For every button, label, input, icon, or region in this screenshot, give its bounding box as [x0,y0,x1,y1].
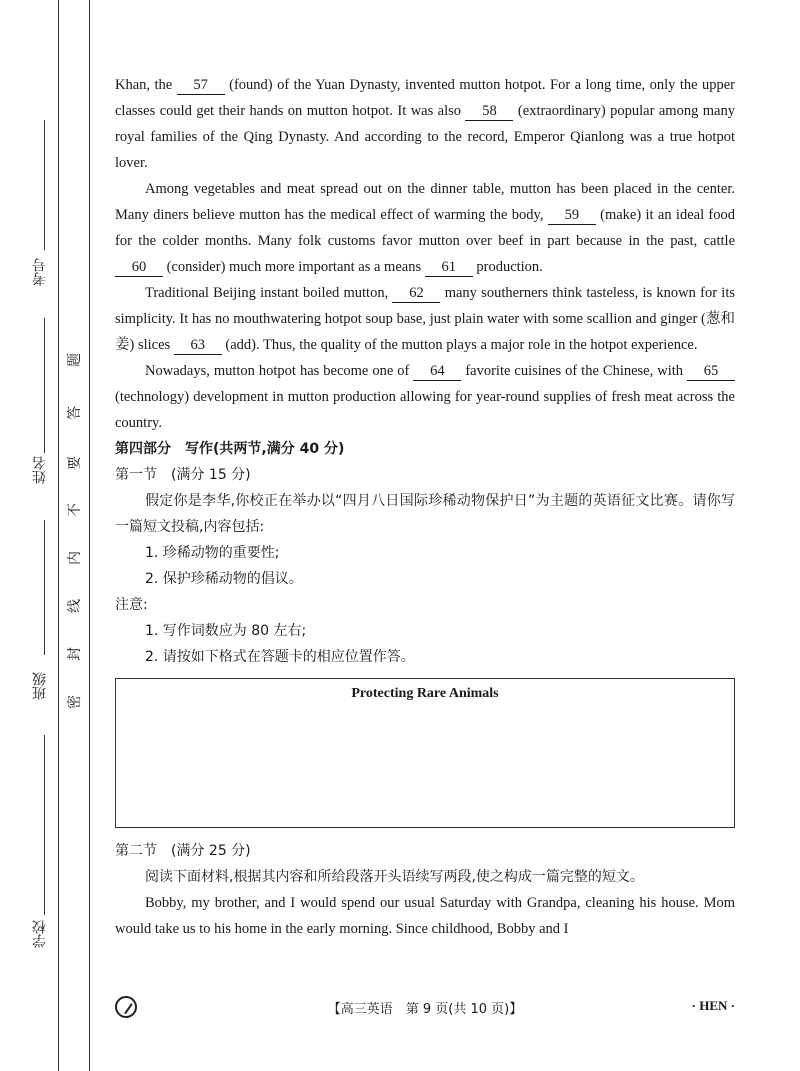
text-run: (technology) development in mutton production allowing for year-round supplies of fresh meat across the country. [115,389,735,431]
binding-line-inner [89,0,90,1071]
passage-paragraph-1 [115,72,735,176]
passage-paragraph-4 [115,358,735,436]
text-run: favorite cuisines of the Chinese, with [461,363,687,379]
seal-char-8: 密 [67,695,83,709]
writing-format-box [115,678,735,828]
blank-57: 57 [177,76,225,95]
text-run: Khan, the [115,77,177,93]
page-footer [115,996,735,1020]
section-1-heading: 第一节 (满分 15 分) [115,467,251,483]
text-run: Among vegetables and meat spread out on the dinner table, mutton has been placed in the center. Many diners believe mutton has the medical effect of warming the body, [115,181,735,223]
section-1-prompt: 假定你是李华,你校正在举办以“四月八日国际珍稀动物保护日”为主题的英语征文比赛。请你写一篇短文投稿,内容包括: [115,493,735,535]
seal-char-4: 不 [67,503,83,517]
field-label-kaohao: 考号 [32,258,48,286]
text-run: (found) of the Yuan Dynasty, invented mutton hotpot. For a long time, only the upper classes could get their hands on mutton hotpot. It was also [115,77,736,119]
text-run: (extraordinary) popular among many royal families of the Qing Dynasty. And according to the record, Emperor Qianlong was a true hotpot lover. [115,103,735,171]
blank-60: 60 [115,258,163,277]
seal-char-3: 要 [67,456,83,470]
blank-59: 59 [548,206,596,225]
text-run: production. [472,259,543,275]
blank-63: 63 [174,336,222,355]
blank-61: 61 [425,258,473,277]
section-1-item-1: 1. 珍稀动物的重要性; [145,545,280,561]
page-content [115,72,735,942]
note-1: 1. 写作词数应为 80 左右; [145,623,307,639]
notes-label: 注意: [115,597,148,613]
seal-char-1: 题 [67,353,83,367]
text-run: Nowadays, mutton hotpot has become one of [145,363,414,379]
passage-paragraph-2 [115,176,735,280]
seal-char-6: 线 [67,599,83,613]
binding-line-outer [58,0,59,1071]
blank-58: 58 [465,102,513,121]
section-1-item-2: 2. 保护珍稀动物的倡议。 [145,571,303,587]
passage-paragraph-3 [115,280,735,358]
story-paragraph: Bobby, my brother, and I would spend our usual Saturday with Grandpa, cleaning his house. Mom would take us to his home in the early morning. Since childhood, Bobby and I [115,895,735,937]
field-label-xingming: 姓名 [32,456,48,484]
note-2: 2. 请按如下格式在答题卡的相应位置作答。 [145,649,415,665]
field-underline-kaohao [44,120,45,250]
field-label-xuexiao: 学校 [32,920,48,948]
field-underline-xuexiao [44,735,45,915]
seal-char-5: 内 [67,551,83,565]
seal-char-2: 答 [67,406,83,420]
section-2-prompt: 阅读下面材料,根据其内容和所给段落开头语续写两段,使之构成一篇完整的短文。 [145,869,644,885]
writing-box-title: Protecting Rare Animals [351,686,499,701]
text-run: many southerners think tasteless, is known for its simplicity. It has no mouthwatering hotpot soup base, just plain water with some scallion and ginger (葱和姜) slices [115,285,736,353]
exam-code: · HEN · [691,998,735,1013]
text-run: Traditional Beijing instant boiled mutton, [145,285,393,301]
blank-65: 65 [687,362,735,381]
seal-char-7: 封 [67,647,83,661]
part-heading: 第四部分 写作(共两节,满分 40 分) [115,441,345,457]
field-underline-banji [44,520,45,655]
field-label-banji: 班级 [32,672,48,700]
blank-64: 64 [413,362,461,381]
text-run: (consider) much more important as a means [163,259,425,275]
section-2-heading: 第二节 (满分 25 分) [115,843,251,859]
text-run: (make) it an ideal food for the colder months. Many folk customs favor mutton over beef in part because in the past, cattle [115,207,735,249]
blank-62: 62 [392,284,440,303]
page-number-label: 【高三英语 第 9 页(共 10 页)】 [327,1002,523,1017]
field-underline-xingming [44,318,45,453]
text-run: (add). Thus, the quality of the mutton plays a major role in the hotpot experience. [221,337,698,353]
